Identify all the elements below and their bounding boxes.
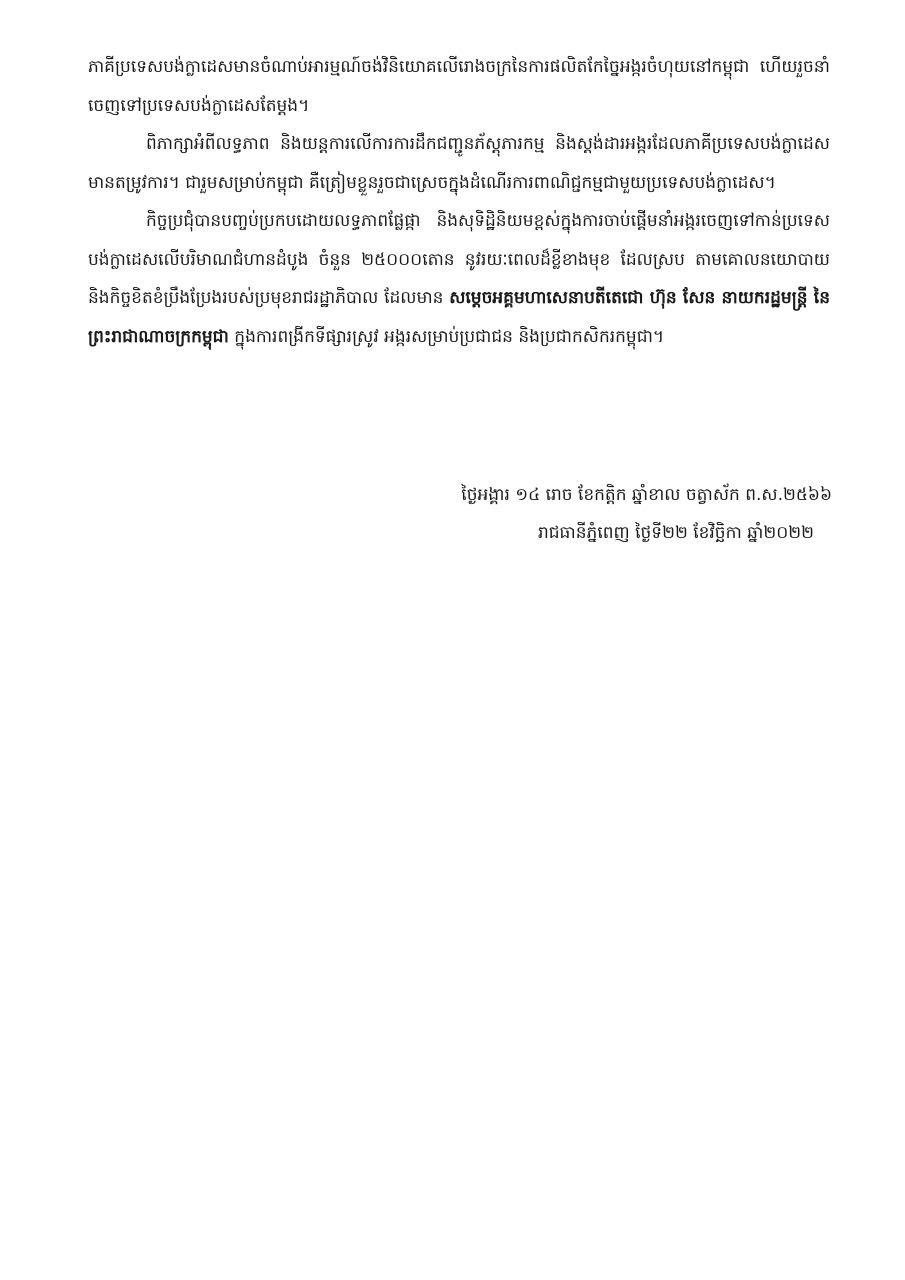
date-block xyxy=(300,476,832,552)
paragraph-logistics-discussion: ពិភាក្សាអំពីលទ្ធភាព និងយន្តការលើការការដឹកជញ្ជូនភ័ស្តុភារកម្ម និងស្តង់ដារអង្ករដែលភាគីប្រទេសបង់ក្លាដេស មានតម្រូវការ។ ជារួមសម្រាប់កម្ពុជា គឺត្រៀមខ្លួនរួចជាស្រេចក្នុងដំណើរការពាណិជ្ជកម្មជាមួយប្រទេសបង់ក្លាដេស។ xyxy=(88,134,830,193)
place-date-line: រាជធានីភ្នំពេញ ថ្ងៃទី២២ ខែវិច្ឆិកា ឆ្នាំ២០២២ xyxy=(537,523,814,543)
conclusion-text-end: ក្នុងការពង្រីកទីផ្សារស្រូវ អង្ករសម្រាប់ប្រជាជន និងប្រជាកសិករកម្ពុជា។ xyxy=(228,326,665,347)
paragraph-meeting-conclusion xyxy=(88,202,830,356)
conclusion-text-start: កិច្ចប្រជុំបានបញ្ចប់ប្រកបដោយលទ្ធភាពផ្លែផ្កា និងសុទិដ្ឋិនិយមខ្ពស់ក្នុងការចាប់ផ្តើមនាំអង្ករចេញទៅកាន់ប្រទេសបង់ក្លាដេសលើបរិមាណជំហានដំបូង ចំនួន ២៥០០០តោន នូវរយៈពេលដ៏ខ្លីខាងមុខ ដែលស្រប តាមគោលនយោបាយ និងកិច្ចខិតខំប្រឹងប្រែងរបស់ប្រមុខរាជរដ្ឋាភិបាល ដែលមាន xyxy=(88,211,830,308)
paragraph-bangladesh-investment-interest: ភាគីប្រទេសបង់ក្លាដេសមានចំណាប់អារម្មណ៍ចង់វិនិយោគលើរោងចក្រនៃការផលិតកែច្នៃអង្ករចំហុយនៅកម្ពុជា ហើយរួចនាំចេញទៅប្រទេសបង់ក្លាដេសតែម្តង។ xyxy=(88,57,830,116)
prime-minister-title: សម្តេចអគ្គមហាសេនាបតីតេជោ ហ៊ុន សែន នាយករដ្ឋមន្ត្រី នៃព្រះរាជាណាចក្រកម្ពុជា xyxy=(88,288,830,347)
lunar-date-line: ថ្ងៃអង្គារ ១៤ រោច ខែកត្តិក ឆ្នាំខាល ចត្វាស័ក ព.ស.២៥៦៦ xyxy=(461,485,832,505)
document-body xyxy=(88,48,830,356)
